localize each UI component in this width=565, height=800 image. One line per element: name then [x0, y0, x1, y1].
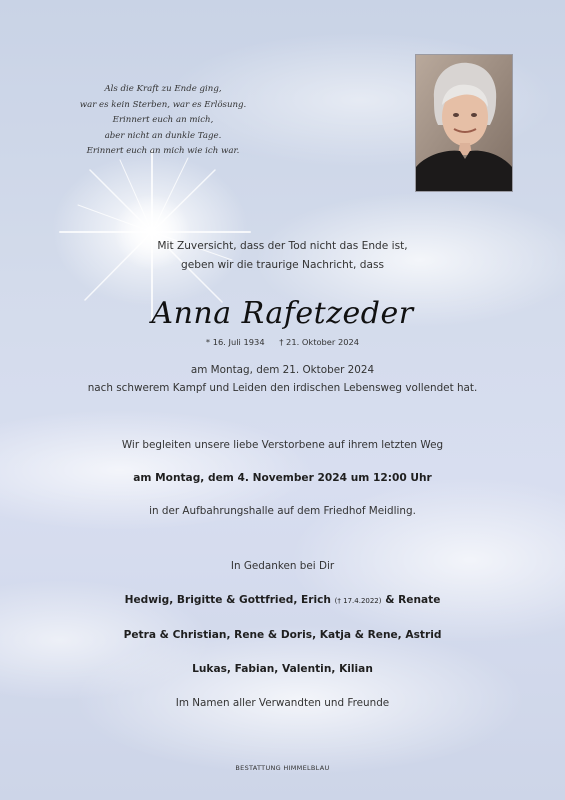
death-date-line: am Montag, dem 21. Oktober 2024 — [190, 364, 375, 376]
birth-date: * 16. Juli 1934 — [205, 337, 265, 347]
poem-line: Erinnert euch an mich wie ich war. — [86, 146, 240, 156]
mourners-row-1-names: Hedwig, Brigitte & Gottfried, Erich — [124, 594, 331, 606]
mourners-row-1-end: & Renate — [385, 594, 441, 606]
poem-line: Als die Kraft zu Ende ging, — [104, 84, 222, 94]
memorial-poem — [48, 82, 278, 160]
funeral-place: in der Aufbahrungshalle auf dem Friedhof Meidling. — [149, 505, 416, 517]
funeral-intro: Wir begleiten unsere liebe Verstorbene auf ihrem letzten Weg — [121, 439, 444, 451]
mourners-row-3: Lukas, Fabian, Valentin, Kilian — [192, 663, 373, 675]
mourners-row-1 — [0, 594, 565, 606]
funeral-home-name: BESTATTUNG HIMMELBLAU — [235, 764, 330, 772]
life-dates — [0, 337, 565, 347]
deceased-name: Anna Rafetzeder — [151, 296, 414, 331]
mourners-row-2: Petra & Christian, Rene & Doris, Katja & Rene, Astrid — [123, 629, 442, 641]
intro-line-1: Mit Zuversicht, dass der Tod nicht das Ende ist, — [157, 240, 408, 252]
funeral-datetime: am Montag, dem 4. November 2024 um 12:00 Uhr — [133, 472, 432, 484]
poem-line: Erinnert euch an mich, — [112, 115, 214, 125]
poem-line: war es kein Sterben, war es Erlösung. — [79, 99, 247, 110]
mourners-closing: Im Namen aller Verwandten und Freunde — [175, 697, 390, 709]
intro-line-2: geben wir die traurige Nachricht, dass — [180, 259, 384, 271]
mourners-heading: In Gedanken bei Dir — [230, 560, 335, 572]
poem-line: aber nicht an dunkle Tage. — [104, 130, 222, 141]
deceased-portrait — [415, 54, 513, 192]
death-date: † 21. Oktober 2024 — [279, 337, 360, 347]
mourners-row-1-note: († 17.4.2022) — [334, 597, 382, 605]
death-text-line: nach schwerem Kampf und Leiden den irdischen Lebensweg vollendet hat. — [87, 382, 478, 394]
